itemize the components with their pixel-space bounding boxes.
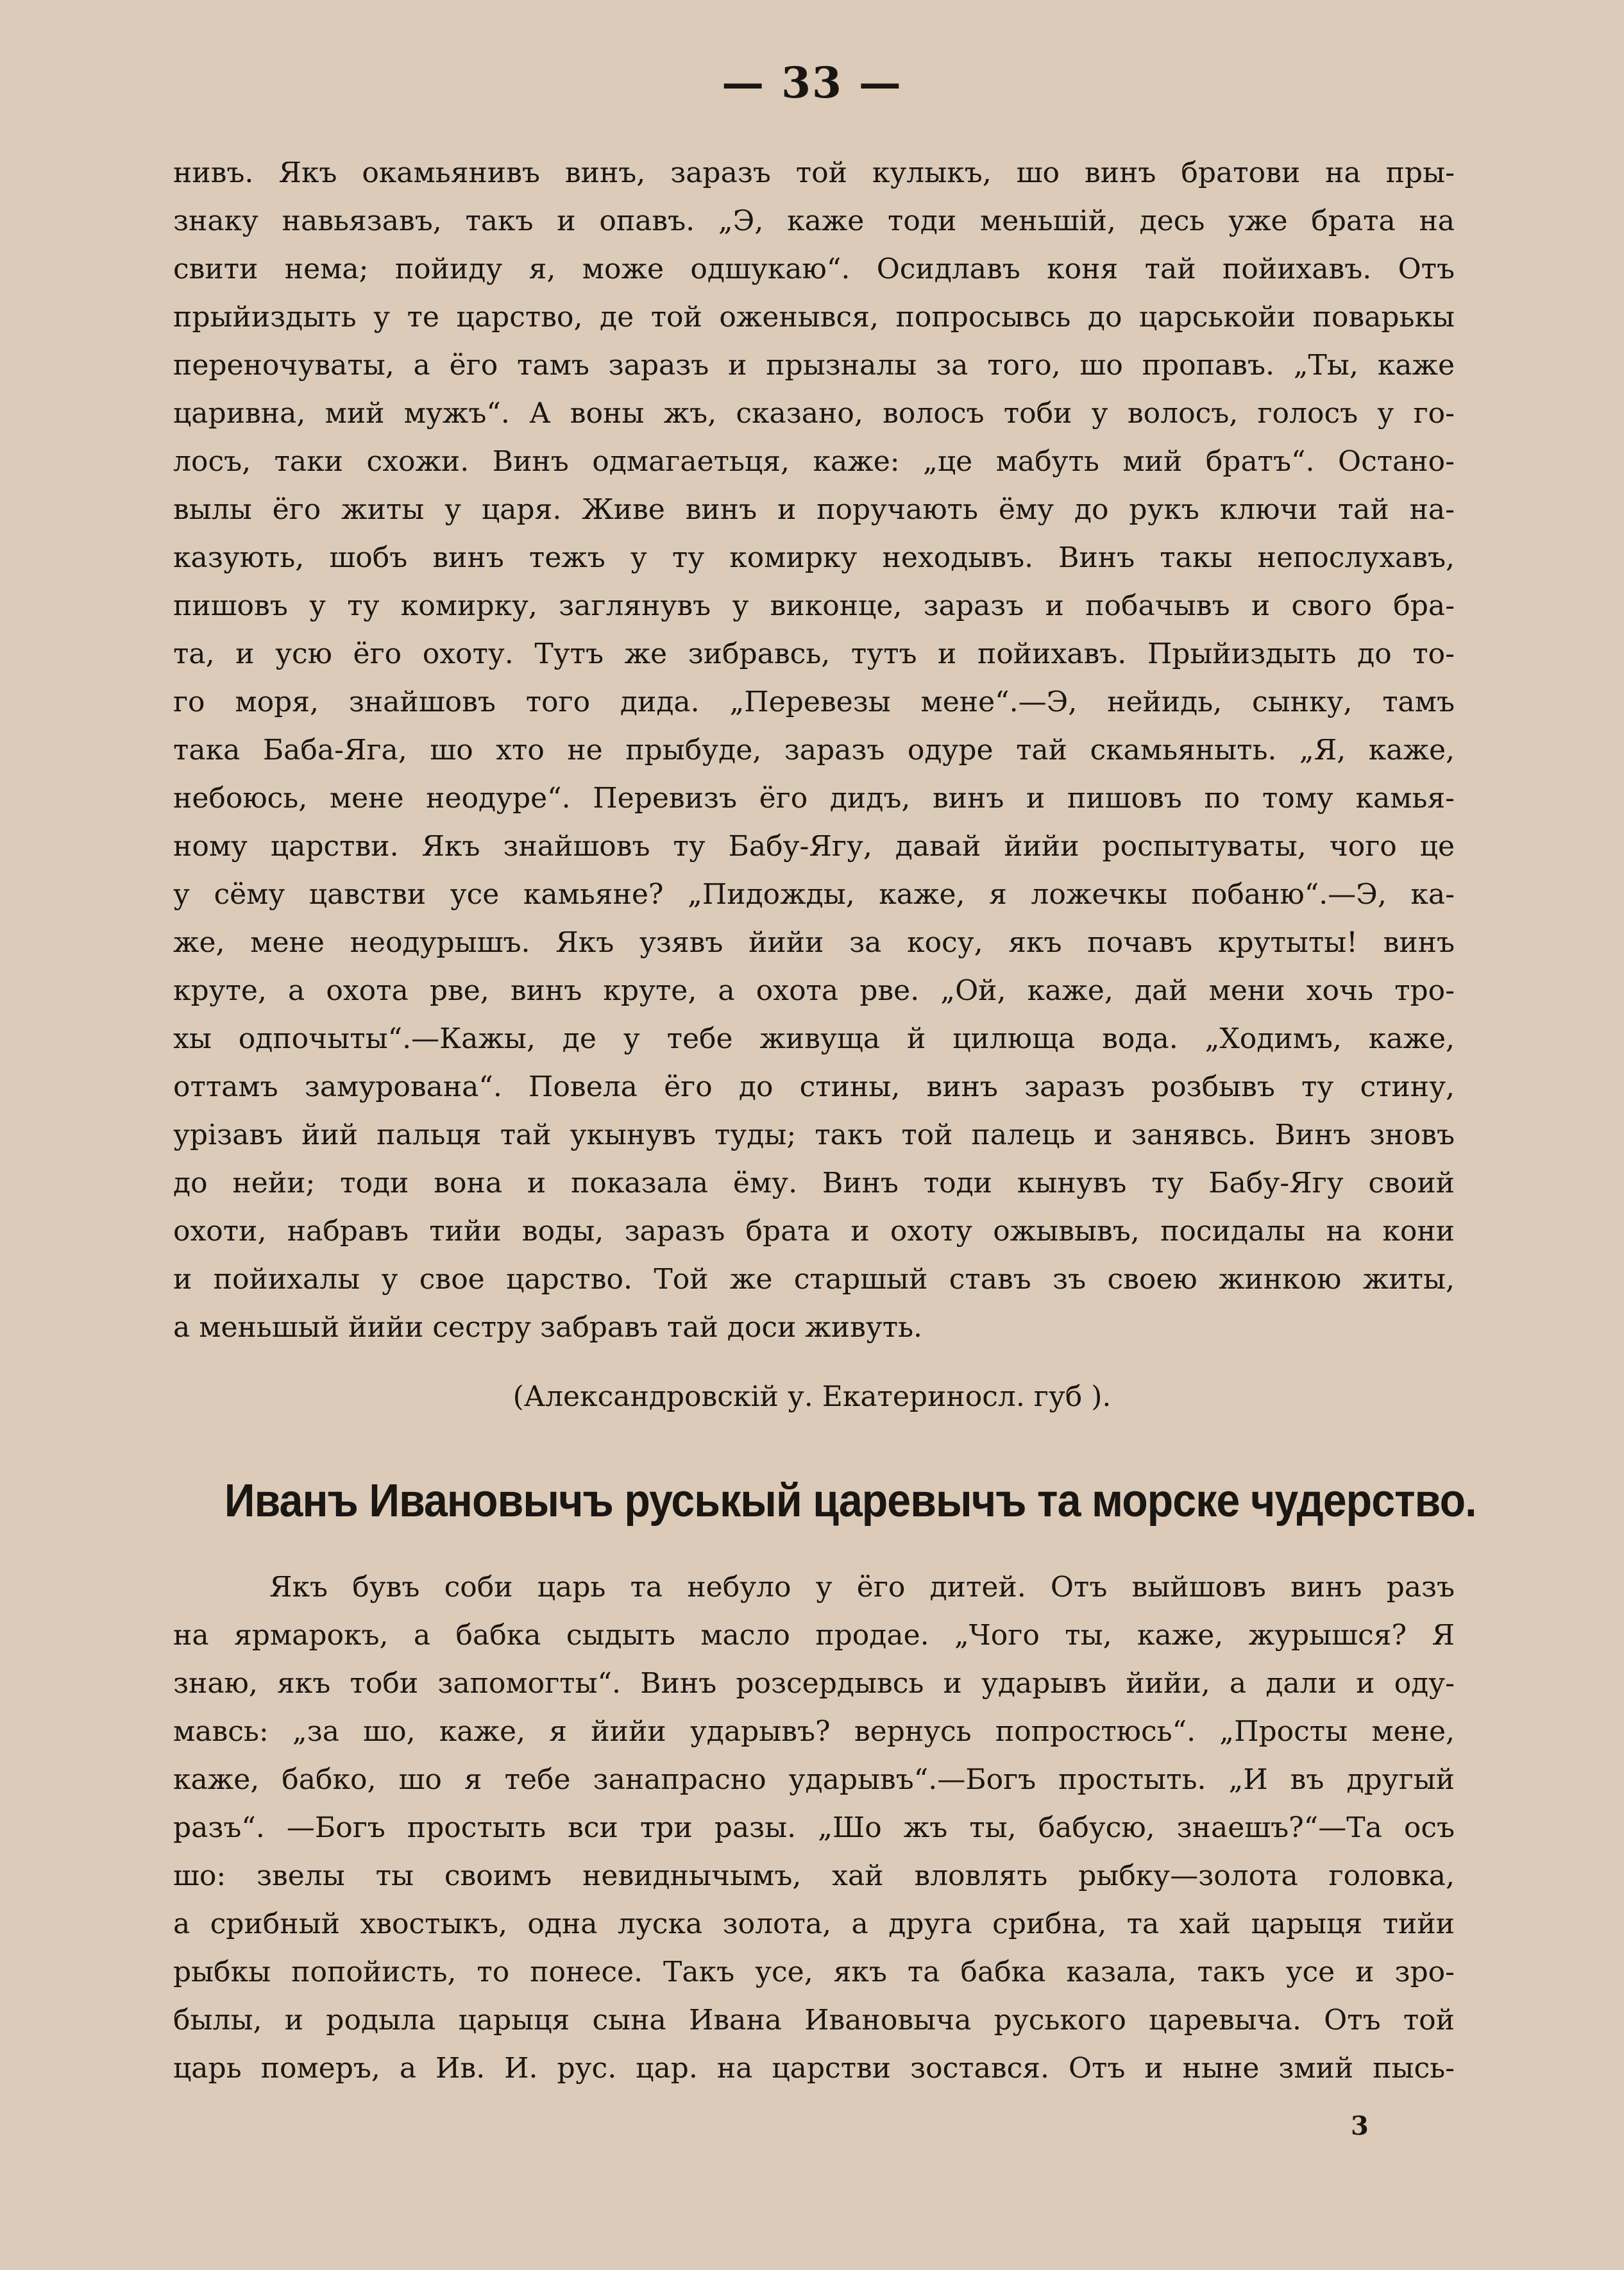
text-line: та, и усю ёго охоту. Тутъ же зибравсь, тутъ и пойихавъ. Прыйиздыть до то- <box>173 638 1455 670</box>
story-paragraph-1 <box>173 149 1455 1351</box>
text-line: царь померъ, а Ив. И. рус. цар. на царстви зостався. Отъ и ныне змий пысь- <box>173 2052 1455 2085</box>
text-line: на ярмарокъ, а бабка сыдыть масло продае. „Чого ты, каже, журышся? Я <box>173 1619 1455 1652</box>
text-line: и пойихалы у свое царство. Той же старшый ставъ зъ своею жинкою житы, <box>173 1263 1455 1296</box>
text-line: казують, шобъ винъ тежъ у ту комирку неходывъ. Винъ такы непослухавъ, <box>173 541 1455 574</box>
text-line: охоти, набравъ тийи воды, заразъ брата и охоту ожывывъ, посидалы на кони <box>173 1215 1455 1248</box>
story-paragraph-2 <box>173 1563 1455 2092</box>
text-line: небоюсь, мене неодуре“. Перевизъ ёго дидъ, винъ и пишовъ по тому камья- <box>173 782 1455 815</box>
text-line: така Баба-Яга, шо хто не прыбуде, заразъ одуре тай скамьяныть. „Я, каже, <box>173 734 1455 767</box>
story-heading: Иванъ Ивановычъ руськый царевычъ та морске чудерство. <box>224 1475 1476 1527</box>
text-line: знаю, якъ тоби запомогты“. Винъ розсердывсь и ударывъ йийи, а дали и оду- <box>173 1667 1455 1700</box>
text-line: ному царстви. Якъ знайшовъ ту Бабу-Ягу, давай йийи роспытуваты, чого це <box>173 830 1455 863</box>
text-line: же, мене неодурышъ. Якъ узявъ йийи за косу, якъ почавъ крутыты! винъ <box>173 926 1455 959</box>
text-line: переночуваты, а ёго тамъ заразъ и прызналы за того, шо пропавъ. „Ты, каже <box>173 349 1455 382</box>
text-line: прыйиздыть у те царство, де той оженывся, попросывсь до царськойи поварькы <box>173 301 1455 334</box>
text-line: го моря, знайшовъ того дида. „Перевезы мене“.—Э, нейидь, сынку, тамъ <box>173 686 1455 718</box>
text-line: знаку навьязавъ, такъ и опавъ. „Э, каже тоди меньшій, десь уже брата на <box>173 205 1455 237</box>
text-line: пишовъ у ту комирку, заглянувъ у виконце, заразъ и побачывъ и свого бра- <box>173 589 1455 622</box>
text-line: царивна, мий мужъ“. А воны жъ, сказано, волосъ тоби у волосъ, голосъ у го- <box>173 397 1455 430</box>
text-line: разъ“. —Богъ простыть вси три разы. „Шо жъ ты, бабусю, знаешъ?“—Та осъ <box>173 1811 1455 1844</box>
text-line: круте, а охота рве, винъ круте, а охота рве. „Ой, каже, дай мени хочь тро- <box>173 974 1455 1007</box>
signature-mark: 3 <box>1351 2111 1369 2141</box>
text-line: мавсь: „за шо, каже, я йийи ударывъ? вернусь попростюсь“. „Просты мене, <box>173 1715 1455 1748</box>
text-line: а меньшый йийи сестру забравъ тай доси живуть. <box>173 1311 923 1344</box>
text-line: шо: звелы ты своимъ невиднычымъ, хай вловлять рыбку—золота головка, <box>173 1859 1455 1892</box>
text-line: Якъ бувъ соби царь та небуло у ёго дитей. Отъ выйшовъ винъ разъ <box>269 1571 1455 1604</box>
text-line: каже, бабко, шо я тебе занапрасно ударывъ“.—Богъ простыть. „И въ другый <box>173 1763 1455 1796</box>
text-line: урізавъ йий пальця тай укынувъ туды; такъ той палець и занявсь. Винъ зновъ <box>173 1119 1455 1151</box>
text-line: свити нема; пойиду я, може одшукаю“. Осидлавъ коня тай пойихавъ. Отъ <box>173 253 1455 285</box>
text-line: оттамъ замурована“. Повела ёго до стины, винъ заразъ розбывъ ту стину, <box>173 1071 1455 1103</box>
text-line: нивъ. Якъ окамьянивъ винъ, заразъ той кулыкъ, шо винъ братови на пры- <box>173 157 1455 189</box>
text-line: былы, и родыла царыця сына Ивана Ивановыча руського царевыча. Отъ той <box>173 2004 1455 2037</box>
page-number: — 33 — <box>722 58 902 108</box>
text-line: рыбкы попойисть, то понесе. Такъ усе, якъ та бабка казала, такъ усе и зро- <box>173 1956 1455 1988</box>
text-line: вылы ёго житы у царя. Живе винъ и поручають ёму до рукъ ключи тай на- <box>173 493 1455 526</box>
text-line: хы одпочыты“.—Кажы, де у тебе живуща й цилюща вода. „Ходимъ, каже, <box>173 1022 1455 1055</box>
text-line: лосъ, таки схожи. Винъ одмагаетьця, каже: „це мабуть мий братъ“. Остано- <box>173 445 1455 478</box>
source-attribution: (Александровскій у. Екатериносл. губ ). <box>512 1380 1112 1413</box>
text-line: у сёму цавстви усе камьяне? „Пидожды, каже, я ложечкы побаню“.—Э, ка- <box>173 878 1455 911</box>
text-line: до нейи; тоди вона и показала ёму. Винъ тоди кынувъ ту Бабу-Ягу своий <box>173 1167 1455 1199</box>
text-line: а срибный хвостыкъ, одна луска золота, а друга срибна, та хай царыця тийи <box>173 1908 1455 1940</box>
